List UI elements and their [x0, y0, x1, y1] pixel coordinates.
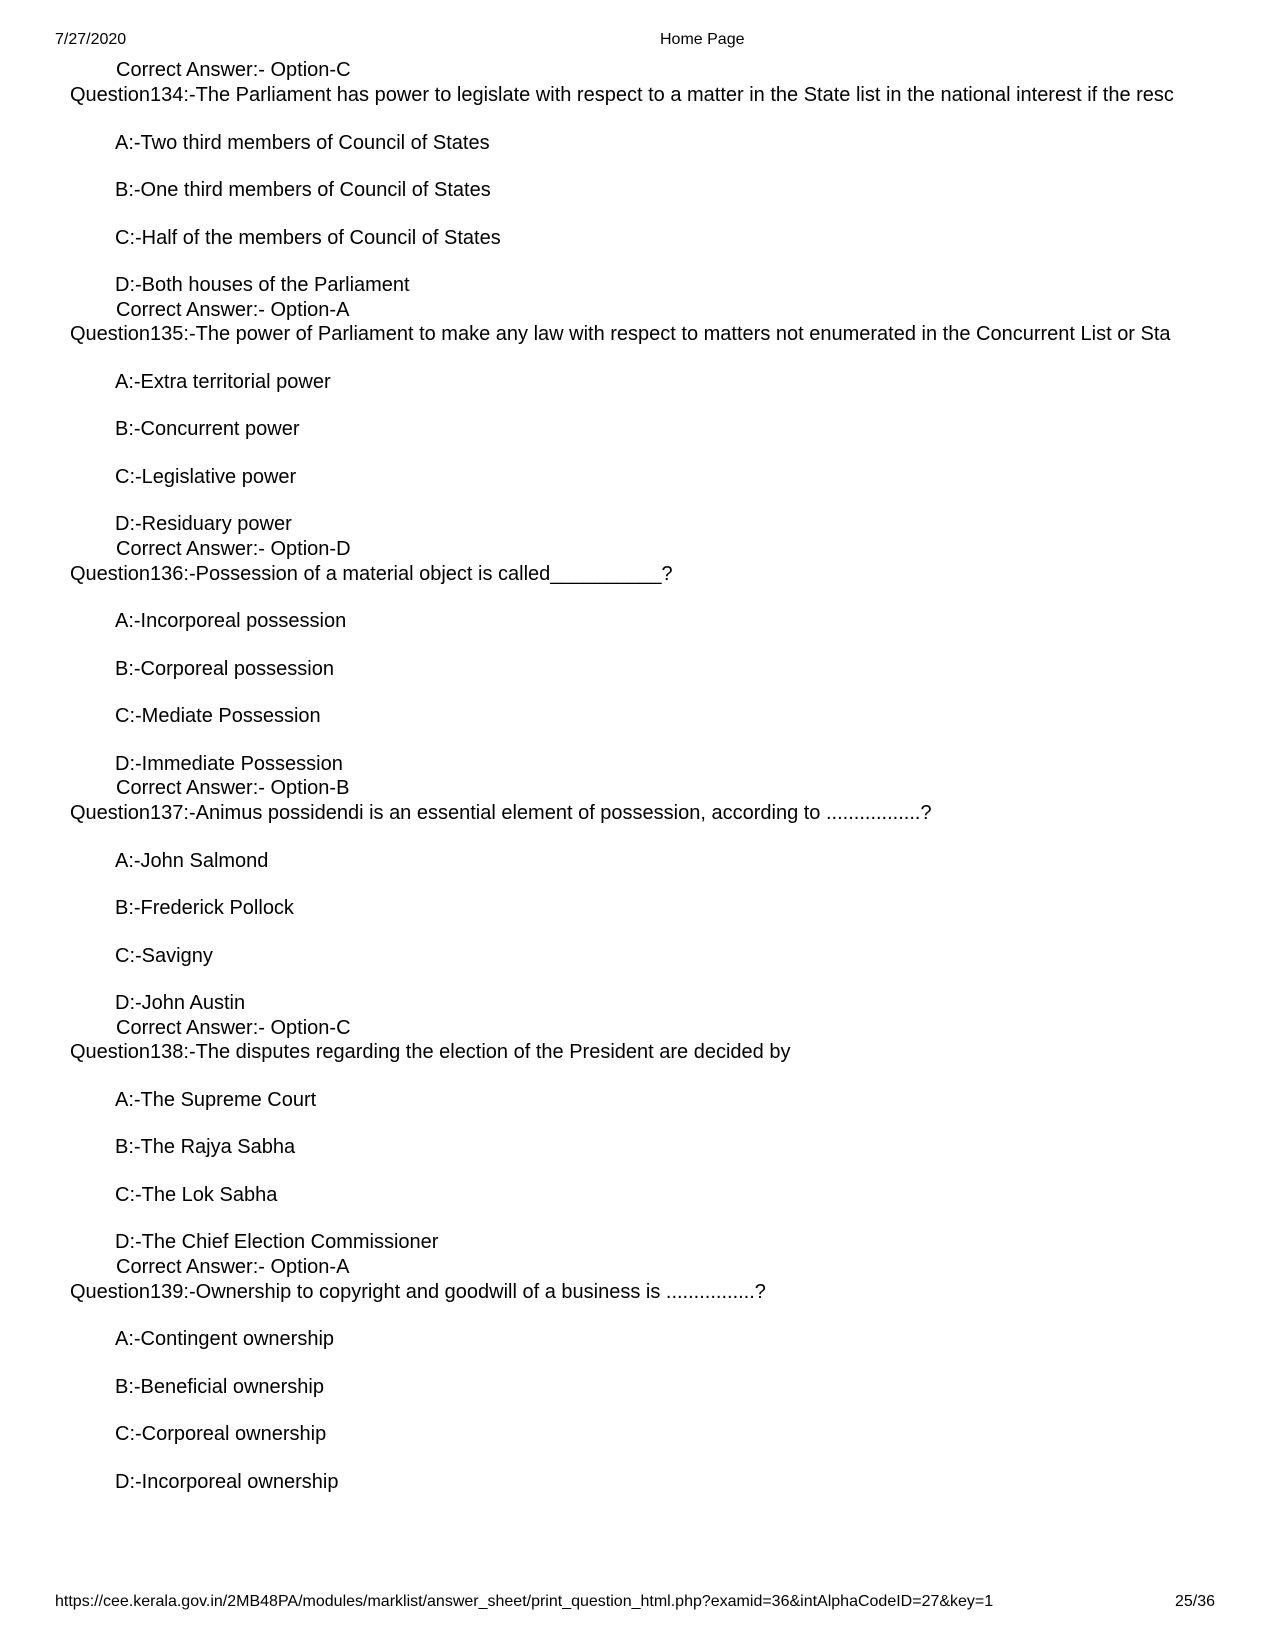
question-text: Question137:-Animus possidendi is an essential element of possession, according to .................? [70, 802, 932, 824]
option-d: D:-The Chief Election Commissioner [115, 1231, 439, 1253]
option-d: D:-John Austin [115, 992, 246, 1014]
option-d: D:-Both houses of the Parliament [115, 274, 410, 296]
question-text: Question138:-The disputes regarding the election of the President are decided by [70, 1041, 791, 1063]
option-a: A:-Two third members of Council of States [115, 132, 490, 154]
option-b: B:-One third members of Council of States [115, 179, 491, 201]
option-c: C:-Corporeal ownership [115, 1423, 327, 1445]
option-c: C:-Legislative power [115, 466, 297, 488]
option-b: B:-Corporeal possession [115, 658, 334, 680]
page-title: Home Page [660, 31, 745, 48]
question-text: Question135:-The power of Parliament to make any law with respect to matters not enumerated in the Concurrent List or Sta [70, 323, 1171, 345]
question-text: Question136:-Possession of a material object is called__________? [70, 563, 673, 585]
question-text: Question134:-The Parliament has power to legislate with respect to a matter in the State list in the national interest if the resc [70, 84, 1174, 106]
correct-answer: Correct Answer:- Option-A [116, 1256, 350, 1278]
correct-answer: Correct Answer:- Option-C [116, 1017, 351, 1039]
option-b: B:-The Rajya Sabha [115, 1136, 296, 1158]
correct-answer: Correct Answer:- Option-D [116, 538, 351, 560]
option-b: B:-Concurrent power [115, 418, 300, 440]
option-c: C:-The Lok Sabha [115, 1184, 278, 1206]
option-b: B:-Frederick Pollock [115, 897, 294, 919]
correct-answer: Correct Answer:- Option-C [116, 59, 351, 81]
option-a: A:-The Supreme Court [115, 1089, 317, 1111]
option-c: C:-Savigny [115, 945, 213, 967]
option-a: A:-Extra territorial power [115, 371, 331, 393]
option-b: B:-Beneficial ownership [115, 1376, 324, 1398]
option-c: C:-Mediate Possession [115, 705, 321, 727]
option-a: A:-Contingent ownership [115, 1328, 335, 1350]
option-d: D:-Incorporeal ownership [115, 1471, 339, 1493]
question-text: Question139:-Ownership to copyright and goodwill of a business is ................? [70, 1281, 766, 1303]
correct-answer: Correct Answer:- Option-B [116, 777, 350, 799]
option-a: A:-Incorporeal possession [115, 610, 347, 632]
option-d: D:-Immediate Possession [115, 753, 343, 775]
option-c: C:-Half of the members of Council of States [115, 227, 501, 249]
option-a: A:-John Salmond [115, 850, 269, 872]
print-date: 7/27/2020 [55, 31, 127, 48]
option-d: D:-Residuary power [115, 513, 292, 535]
correct-answer: Correct Answer:- Option-A [116, 299, 350, 321]
page-number: 25/36 [1175, 1593, 1216, 1610]
page-url: https://cee.kerala.gov.in/2MB48PA/modules/marklist/answer_sheet/print_question_html.php?examid=36&intAlphaCodeID=27&key=1 [55, 1593, 994, 1610]
